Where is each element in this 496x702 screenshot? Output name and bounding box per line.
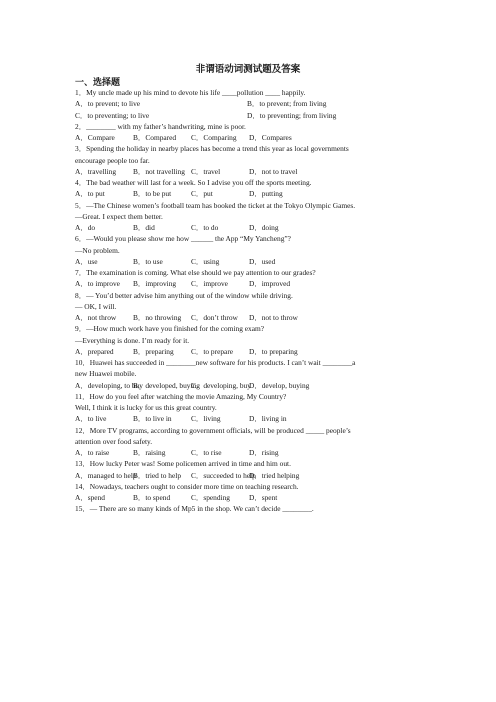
question-line: new Huawei mobile. — [75, 369, 137, 379]
option-b: B．Compared — [133, 133, 177, 142]
option-b: B．to prevent; from living — [247, 99, 327, 109]
option-c: C．don’t throw — [191, 313, 238, 322]
options-row — [75, 447, 420, 458]
question-line: 11．How do you feel after watching the movie Amazing, My Country? — [75, 391, 287, 401]
option-c: C．to rise — [191, 448, 222, 457]
option-a: A．to live — [75, 414, 107, 424]
question-line: 7．The examination is coming. What else should we pay attention to our grades? — [75, 268, 316, 277]
question-line: 2．________ with my father’s handwriting, mine is poor. — [75, 121, 246, 131]
option-a: A．do — [75, 223, 96, 232]
option-b: B．to be put — [133, 189, 172, 199]
option-c: C．to prepare — [191, 346, 234, 356]
options-row — [75, 166, 420, 177]
options-row — [75, 98, 420, 109]
option-d: D．doing — [249, 223, 279, 232]
option-d: D．not to throw — [249, 313, 298, 322]
option-a: A．to raise — [75, 448, 110, 457]
question-line: 10．Huawei has succeeded in ________new software for his products. I can’t wait ________a — [75, 358, 356, 367]
question-line: 4．The bad weather will last for a week. So I advise you off the sports meeting. — [75, 178, 312, 187]
option-b: B．raising — [133, 448, 166, 457]
option-d: D．rising — [249, 448, 279, 457]
question-line: 5．—The Chinese women’s football team has booked the ticket at the Tokyo Olympic Games. — [75, 200, 356, 210]
option-d: D．living in — [249, 414, 287, 424]
option-d: D．spent — [249, 493, 278, 502]
question-line: attention over food safety. — [75, 436, 153, 446]
option-d: D．tried helping — [249, 470, 300, 480]
options-row — [75, 380, 420, 391]
options-row — [75, 413, 420, 424]
option-c: C．spending — [191, 493, 231, 502]
options-row — [75, 312, 420, 323]
option-c: C．succeeded to help — [191, 470, 256, 480]
question-line: 12．More TV programs, according to government officials, will be produced _____ people’s — [75, 425, 351, 435]
option-b: B．improving — [133, 279, 177, 289]
option-a: A．use — [75, 256, 98, 266]
option-a: A．not throw — [75, 313, 117, 322]
option-b: B．did — [133, 223, 155, 232]
question-line: 1．My uncle made up his mind to devote his life ____pollution ____ happily. — [75, 88, 306, 97]
option-b: D．to preventing; from living — [247, 110, 337, 120]
page-title: 非谓语动词测试题及答案 — [195, 64, 301, 75]
question-line: 15．— There are so many kinds of Mp5 in the shop. We can’t decide ________. — [75, 504, 314, 514]
option-b: B．to use — [133, 256, 163, 266]
option-a: A．Compare — [75, 133, 115, 142]
options-row — [75, 470, 420, 481]
question-line: —Everything is done. I’m ready for it. — [75, 335, 190, 345]
question-line: 13．How lucky Peter was! Some policemen arrived in time and him out. — [75, 459, 291, 469]
option-c: C．using — [191, 256, 220, 266]
option-c: C．improve — [191, 279, 228, 289]
option-a: C．to preventing; to live — [75, 110, 150, 120]
option-c: C．travel — [191, 166, 221, 176]
option-a: A．to improve — [75, 279, 120, 289]
options-row — [75, 492, 420, 503]
option-b: B．not travelling — [133, 166, 185, 176]
option-a: A．to prevent; to live — [75, 99, 141, 109]
section-heading: 一、选择题 — [75, 78, 121, 88]
option-d: D．develop, buying — [249, 380, 310, 390]
question-line: 8．— You’d better advise him anything out of the window while driving. — [75, 290, 293, 300]
question-list — [75, 87, 420, 515]
option-a: A．developing, to buy — [75, 380, 143, 390]
option-d: D．improved — [249, 279, 291, 289]
options-row — [75, 256, 420, 267]
option-c: C．living — [191, 414, 221, 424]
options-row — [75, 132, 420, 143]
option-c: C．developing, buy — [191, 380, 251, 390]
options-row — [75, 222, 420, 233]
options-row — [75, 278, 420, 289]
option-b: B．no throwing — [133, 313, 182, 322]
options-row — [75, 188, 420, 199]
option-d: D．Compares — [249, 133, 292, 142]
option-a: A．spend — [75, 493, 105, 502]
question-line: 3．Spending the holiday in nearby places has become a trend this year as local governments — [75, 144, 349, 154]
question-line: Well, I think it is lucky for us this great country. — [75, 403, 217, 412]
option-b: B．tried to help — [133, 470, 182, 480]
question-line: 6．—Would you please show me how ______ the App “My Yancheng”? — [75, 234, 291, 244]
option-c: C．to do — [191, 223, 219, 232]
option-c: C．Comparing — [191, 133, 237, 142]
option-b: B．to live in — [133, 414, 172, 424]
option-b: B．to spend — [133, 493, 171, 502]
option-a: A．prepared — [75, 346, 114, 356]
option-d: D．to preparing — [249, 346, 298, 356]
option-c: C．put — [191, 189, 213, 199]
options-row — [75, 346, 420, 357]
question-line: — OK, I will. — [75, 301, 117, 311]
question-line: —No problem. — [75, 245, 120, 255]
option-d: D．putting — [249, 189, 283, 199]
option-d: D．not to travel — [249, 166, 298, 176]
options-row — [75, 110, 420, 121]
option-d: D．used — [249, 256, 276, 266]
option-b: B．developed, buying — [133, 380, 200, 390]
option-b: B．preparing — [133, 346, 174, 356]
question-line: —Great. I expect them better. — [75, 211, 163, 221]
question-line: 9．—How much work have you finished for the coming exam? — [75, 324, 265, 334]
option-a: A．to put — [75, 189, 105, 199]
option-a: A．travelling — [75, 166, 117, 176]
option-a: A．managed to help — [75, 470, 137, 480]
question-line: 14．Nowadays, teachers ought to consider more time on teaching research. — [75, 481, 299, 491]
question-line: encourage people too far. — [75, 155, 150, 165]
